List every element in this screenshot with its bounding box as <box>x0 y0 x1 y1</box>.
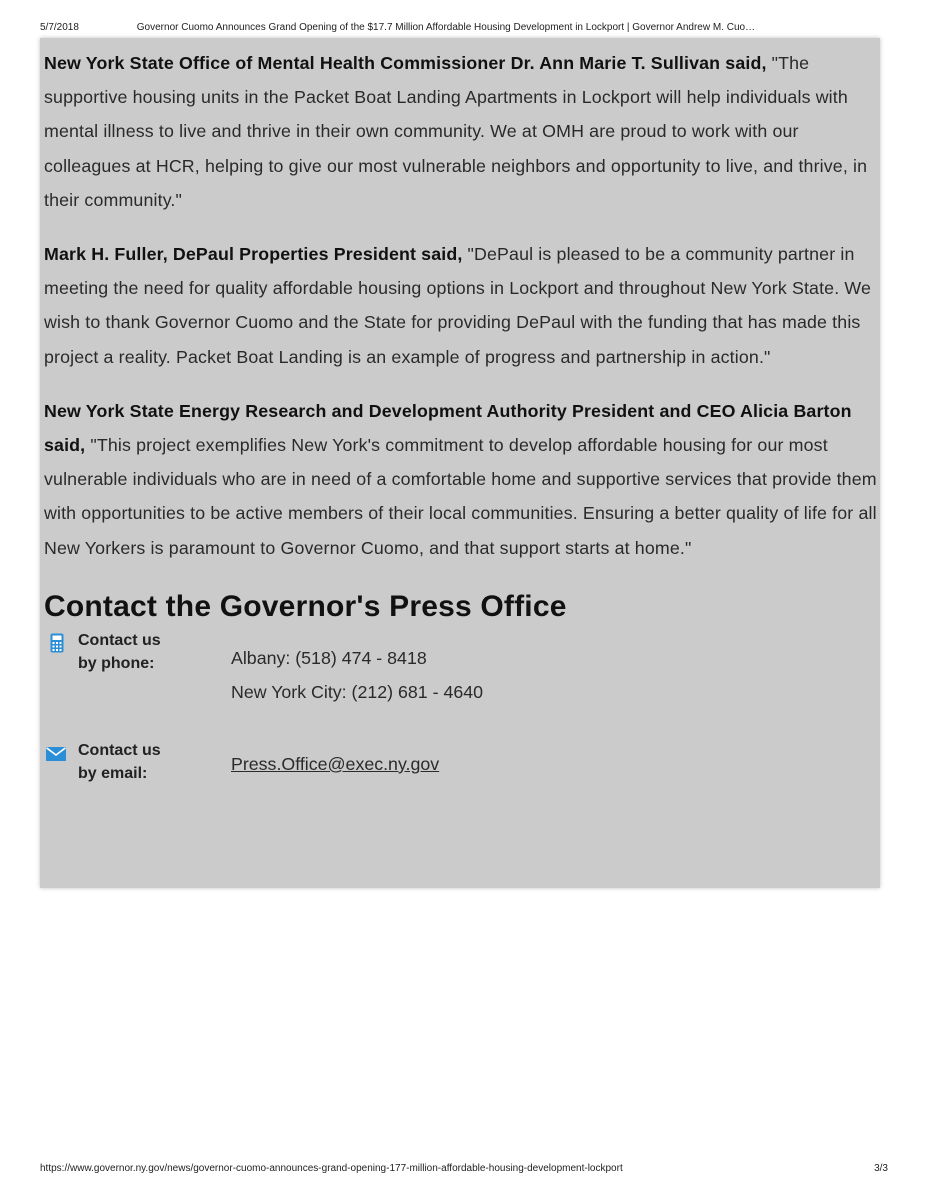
press-office-email-link[interactable]: Press.Office@exec.ny.gov <box>231 753 440 774</box>
phone-numbers <box>231 641 483 709</box>
quote-text: "The supportive housing units in the Packet Boat Landing Apartments in Lockport will help individuals with mental illness to live and thrive in their own community. We at OMH are proud to work with our colleagues at HCR, helping to give our most vulnerable neighbors and opportunity to live, and thrive, in their community." <box>44 53 868 210</box>
quote-text: "This project exemplifies New York's commitment to develop affordable housing for our most vulnerable individuals who are in need of a comfortable home and supportive services that provide them with opportunities to be active members of their local communities. Ensuring a better quality of life for all New Yorkers is paramount to Governor Cuomo, and that support starts at home." <box>44 435 877 558</box>
envelope-icon <box>46 747 66 766</box>
speaker-name: New York State Energy Research and Development Authority President and CEO Alicia Barton said, <box>44 400 852 456</box>
quote-paragraph-nyserda <box>44 394 880 565</box>
article-content <box>40 38 880 888</box>
email-values <box>231 747 439 781</box>
phone-label: Contact us by phone: <box>78 631 161 672</box>
phone-icon <box>50 633 64 658</box>
speaker-name: New York State Office of Mental Health Commissioner Dr. Ann Marie T. Sullivan said, <box>44 53 767 73</box>
quote-paragraph-omh <box>44 46 880 217</box>
print-document-title: Governor Cuomo Announces Grand Opening of the $17.7 Million Affordable Housing Development in Lockport | Governor Andrew M. Cuo… <box>136 22 756 33</box>
print-date: 5/7/2018 <box>40 22 79 33</box>
nyc-phone: New York City: (212) 681 - 4640 <box>231 681 484 702</box>
speaker-name: Mark H. Fuller, DePaul Properties President said, <box>44 244 463 265</box>
albany-phone: Albany: (518) 474 - 8418 <box>231 647 427 668</box>
contact-heading: Contact the Governor's Press Office <box>44 589 567 623</box>
contact-email-row <box>44 735 880 805</box>
page-number: 3/3 <box>874 1163 888 1174</box>
email-label: Contact us by email: <box>78 741 161 782</box>
print-url: https://www.governor.ny.gov/news/governor-cuomo-announces-grand-opening-177-million-affordable-housing-development-lockport <box>40 1163 623 1174</box>
quote-text: "DePaul is pleased to be a community partner in meeting the need for quality affordable housing options in Lockport and throughout New York State. We wish to thank Governor Cuomo and the State for providing DePaul with the funding that has made this project a reality. Packet Boat Landing is an example of progress and partnership in action." <box>44 244 872 367</box>
contact-phone-row <box>44 625 880 735</box>
print-header <box>40 22 900 33</box>
quote-paragraph-depaul <box>44 237 880 374</box>
print-footer <box>40 1163 888 1174</box>
